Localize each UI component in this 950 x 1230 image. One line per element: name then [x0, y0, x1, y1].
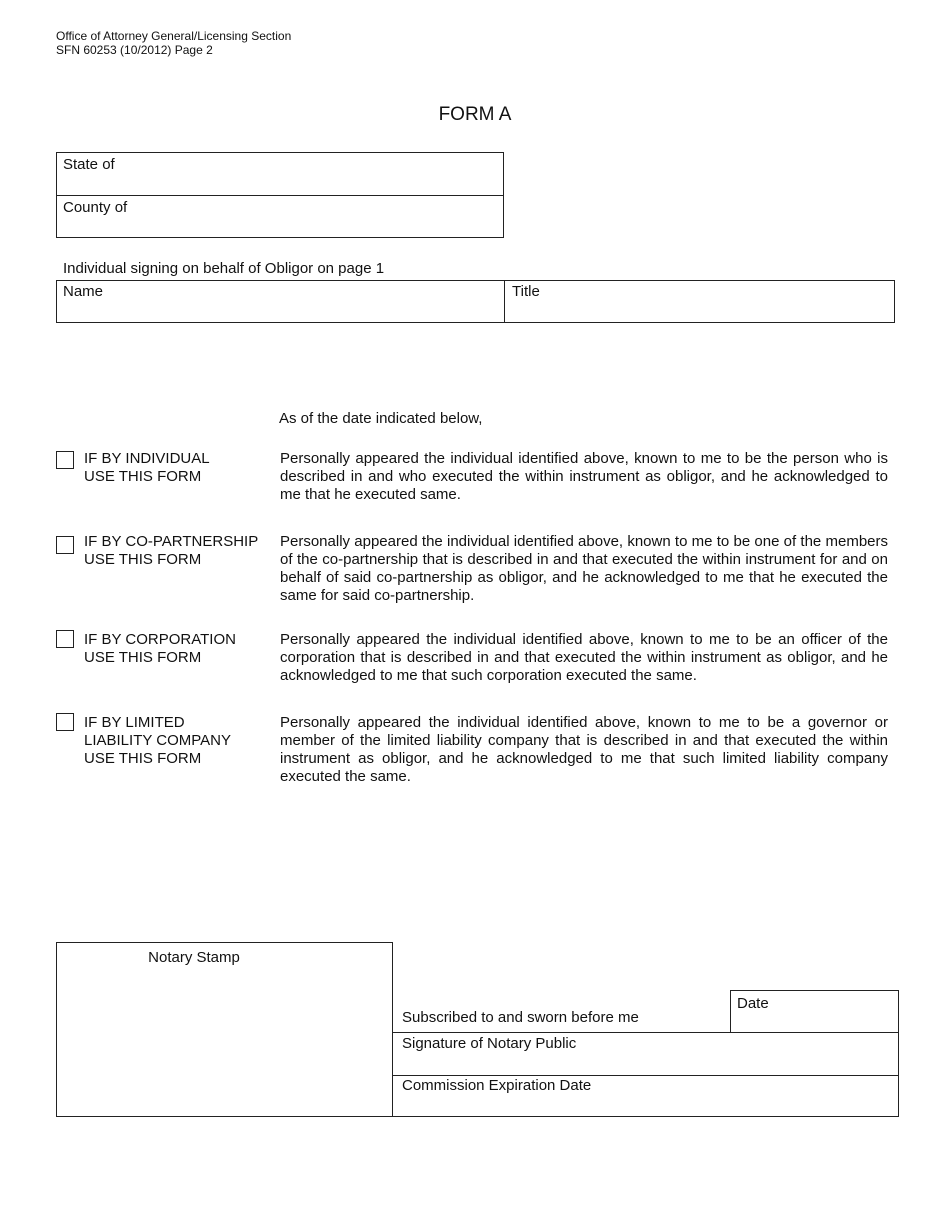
sworn-label: Subscribed to and sworn before me — [402, 1009, 639, 1026]
title-field[interactable] — [505, 300, 893, 321]
county-field-label: County of — [63, 199, 128, 216]
signature-divider — [393, 1075, 898, 1076]
county-field[interactable] — [57, 216, 503, 236]
state-field[interactable] — [57, 174, 503, 194]
commission-date-field[interactable] — [393, 1095, 898, 1115]
individual-caption: Individual signing on behalf of Obligor on page 1 — [63, 260, 385, 277]
corporation-checkbox[interactable] — [56, 630, 74, 648]
individual-checkbox[interactable] — [56, 451, 74, 469]
title-field-label: Title — [512, 283, 540, 300]
llc-option-text: Personally appeared the individual identified above, known to me to be a governor or member of the limited liability company that is described in and that executed the within instrument as obligor, and he acknowledged to me that such limited liability company executed the same. — [280, 714, 888, 785]
date-field[interactable] — [731, 1011, 897, 1031]
header-form-number: SFN 60253 (10/2012) Page 2 — [56, 43, 213, 57]
corporation-option-label: IF BY CORPORATION USE THIS FORM — [84, 631, 236, 666]
individual-option-label: IF BY INDIVIDUAL USE THIS FORM — [84, 450, 210, 485]
venue-divider — [57, 195, 503, 196]
header-agency: Office of Attorney General/Licensing Section — [56, 29, 292, 43]
signature-field-label: Signature of Notary Public — [402, 1035, 577, 1052]
state-field-label: State of — [63, 156, 115, 173]
notary-stamp-box — [56, 942, 393, 1117]
co-partnership-option-label: IF BY CO-PARTNERSHIP USE THIS FORM — [84, 533, 259, 568]
corporation-option-text: Personally appeared the individual identified above, known to me to be an officer of the corporation that is described in and that executed the within instrument as obligor, and he acknowledged to me that such corporation executed the same. — [280, 631, 888, 684]
date-field-label: Date — [737, 995, 769, 1012]
co-partnership-checkbox[interactable] — [56, 536, 74, 554]
signature-field[interactable] — [393, 1053, 898, 1073]
llc-option-label: IF BY LIMITED LIABILITY COMPANY USE THIS FORM — [84, 714, 231, 767]
name-field-label: Name — [63, 283, 104, 300]
form-title: FORM A — [438, 104, 512, 125]
llc-checkbox[interactable] — [56, 713, 74, 731]
intro-text: As of the date indicated below, — [279, 410, 483, 427]
individual-option-text: Personally appeared the individual identified above, known to me to be the person who is described in and who executed the within instrument as obligor, and he acknowledged to me that he executed same. — [280, 450, 888, 503]
name-field[interactable] — [57, 300, 503, 321]
co-partnership-option-text: Personally appeared the individual identified above, known to me to be one of the members of the co-partnership that is described in and that executed the within instrument for and on behalf of said co-partnership as obligor, and he acknowledged to me that he executed the same for said co-partnership. — [280, 533, 888, 604]
notary-stamp-label: Notary Stamp — [148, 949, 240, 966]
commission-field-label: Commission Expiration Date — [402, 1077, 592, 1094]
